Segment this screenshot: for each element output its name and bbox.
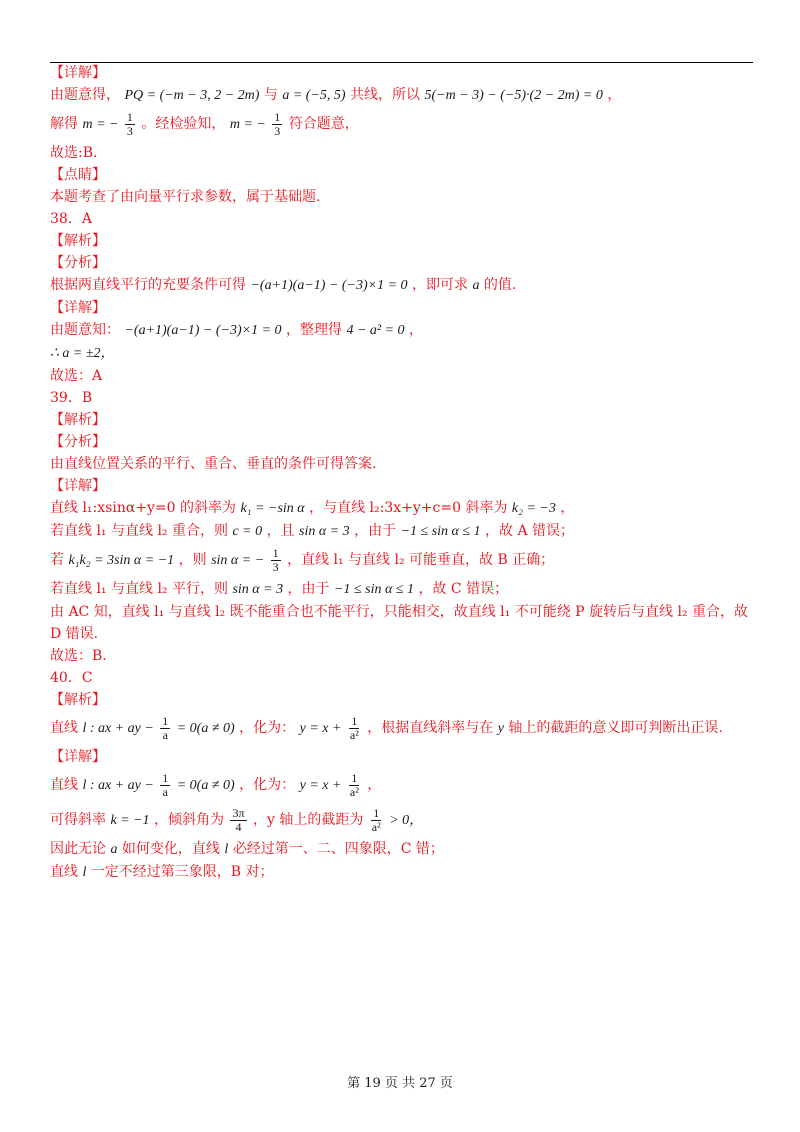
fraction bbox=[370, 807, 383, 834]
fraction-denominator: a bbox=[162, 727, 168, 742]
text-span: ，化为： bbox=[239, 720, 296, 736]
fraction-denominator: a² bbox=[349, 727, 359, 742]
text-span: 的值. bbox=[483, 277, 517, 293]
text-span: 一定不经过第三象限，B 对； bbox=[90, 864, 274, 880]
text-span: ，故 C 错误； bbox=[418, 581, 509, 597]
fraction-numerator: 1 bbox=[162, 713, 169, 728]
text-span: 直线 bbox=[50, 720, 78, 736]
question-answer: 40．C bbox=[50, 670, 93, 686]
fraction-numerator: 1 bbox=[126, 109, 133, 124]
math-variable: l bbox=[224, 842, 229, 857]
text-line bbox=[50, 497, 755, 520]
math-expression: c = 0 bbox=[232, 524, 263, 539]
math-vector: a = (−5, 5) bbox=[282, 88, 346, 103]
math-expression: −(a+1)(a−1) − (−3)×1 = 0 bbox=[250, 278, 408, 293]
text-line bbox=[50, 838, 755, 861]
math-variable: a bbox=[472, 278, 480, 293]
text-span: 直线 bbox=[50, 777, 78, 793]
math-expression: > 0， bbox=[389, 813, 424, 828]
math-expression: −1 ≤ sin α ≤ 1 bbox=[400, 524, 481, 539]
math-expression: k₁ = −sin α bbox=[240, 501, 305, 516]
text-span: ，由于 bbox=[287, 581, 330, 597]
section-heading: 【详解】 bbox=[50, 478, 106, 494]
math-expression: = 0(a ≠ 0) bbox=[176, 721, 235, 736]
text-span: ，倾斜角为 bbox=[154, 812, 225, 828]
fraction-numerator: 1 bbox=[274, 109, 281, 124]
text-line bbox=[50, 711, 755, 746]
text-line bbox=[50, 319, 755, 342]
text-span: ，直线 l₁ 与直线 l₂ 可能垂直，故 B 正确； bbox=[287, 552, 555, 568]
text-span: ，与直线 l₂:3x+y+c=0 斜率为 bbox=[309, 500, 508, 516]
text-line bbox=[50, 107, 755, 142]
text-line bbox=[50, 578, 755, 601]
math-variable: y bbox=[497, 721, 504, 736]
text-line bbox=[50, 274, 755, 297]
text-span: ，整理得 bbox=[286, 322, 343, 338]
math-expression: k₁k₂ = 3sin α = −1 bbox=[68, 553, 175, 568]
section-heading: 【解析】 bbox=[50, 233, 106, 249]
text-line: 故选：B. bbox=[50, 648, 107, 664]
math-expression: l : ax + ay − bbox=[82, 721, 154, 736]
math-expression: 5(−m − 3) − (−5)·(2 − 2m) = 0 bbox=[424, 88, 603, 103]
fraction bbox=[160, 715, 170, 742]
text-span: 直线 l₁:xsinα+y=0 的斜率为 bbox=[50, 500, 237, 516]
math-expression: sin α = 3 bbox=[299, 524, 350, 539]
text-span: ，则 bbox=[178, 552, 207, 568]
math-expression: k₂ = −3 bbox=[511, 501, 556, 516]
text-line: 由 AC 知，直线 l₁ 与直线 l₂ 既不能重合也不能平行，只能相交，故直线 l₁ 不可能绕 P 旋转后与直线 l₂ 重合，故 bbox=[50, 604, 749, 620]
text-span: ， bbox=[607, 87, 622, 103]
text-span: 若 bbox=[50, 552, 64, 568]
text-span: 根据两直线平行的充要条件可得 bbox=[50, 277, 246, 293]
text-span: 符合题意， bbox=[288, 116, 359, 132]
question-answer: 39．B bbox=[50, 390, 93, 406]
text-span: 如何变化，直线 bbox=[121, 841, 220, 857]
math-expression: −1 ≤ sin α ≤ 1 bbox=[333, 582, 414, 597]
question-answer: 38．A bbox=[50, 211, 92, 227]
fraction bbox=[160, 772, 170, 799]
text-span: ，即可求 bbox=[412, 277, 469, 293]
text-span: 若直线 l₁ 与直线 l₂ 平行，则 bbox=[50, 581, 228, 597]
math-expression: ∴ a = ±2， bbox=[50, 346, 115, 361]
text-span: ， bbox=[560, 500, 575, 516]
math-variable: a bbox=[110, 842, 118, 857]
section-heading: 【分析】 bbox=[50, 255, 106, 271]
text-span: ，化为： bbox=[239, 777, 296, 793]
math-expression: sin α = − bbox=[211, 553, 265, 568]
fraction-denominator: 4 bbox=[235, 819, 242, 834]
fraction-numerator: 1 bbox=[351, 713, 358, 728]
math-expression: y = x + bbox=[299, 721, 342, 736]
text-line bbox=[50, 543, 755, 578]
text-line: 本题考查了由向量平行求参数，属于基础题. bbox=[50, 189, 321, 205]
text-line bbox=[50, 768, 755, 803]
text-span: 必经过第一、二、四象限，C 错； bbox=[232, 841, 444, 857]
section-heading: 【分析】 bbox=[50, 434, 106, 450]
text-span: ，由于 bbox=[354, 523, 397, 539]
text-line: D 错误. bbox=[50, 626, 99, 642]
section-heading: 【解析】 bbox=[50, 692, 106, 708]
text-line: 故选：A bbox=[50, 368, 103, 384]
math-expression: = 0(a ≠ 0) bbox=[176, 778, 235, 793]
text-span: 与 bbox=[263, 87, 278, 103]
fraction bbox=[230, 807, 246, 834]
fraction-denominator: a² bbox=[371, 819, 381, 834]
math-expression: k = −1 bbox=[110, 813, 150, 828]
math-vector: PQ = (−m − 3, 2 − 2m) bbox=[124, 88, 260, 103]
fraction-numerator: 1 bbox=[373, 805, 380, 820]
math-variable: l bbox=[82, 865, 87, 880]
math-expression: 4 − a² = 0 bbox=[346, 323, 405, 338]
text-line: 故选:B. bbox=[50, 145, 98, 161]
text-span: ， bbox=[409, 322, 424, 338]
text-span: 因此无论 bbox=[50, 841, 106, 857]
math-expression: sin α = 3 bbox=[232, 582, 284, 597]
math-expression: m = − bbox=[229, 117, 266, 132]
fraction bbox=[125, 111, 135, 138]
fraction bbox=[348, 772, 361, 799]
text-span: ，且 bbox=[266, 523, 295, 539]
fraction-denominator: 3 bbox=[272, 559, 279, 574]
text-span: 。经检验知， bbox=[141, 116, 226, 132]
fraction-denominator: a bbox=[162, 784, 168, 799]
text-span: 若直线 l₁ 与直线 l₂ 重合，则 bbox=[50, 523, 228, 539]
text-span: 共线，所以 bbox=[350, 87, 421, 103]
fraction bbox=[272, 111, 282, 138]
text-line bbox=[50, 861, 755, 884]
math-expression: l : ax + ay − bbox=[82, 778, 154, 793]
text-span: 可得斜率 bbox=[50, 812, 106, 828]
section-heading: 【详解】 bbox=[50, 65, 106, 81]
math-expression: −(a+1)(a−1) − (−3)×1 = 0 bbox=[124, 323, 282, 338]
text-span: 由题意得， bbox=[50, 87, 120, 103]
math-expression: y = x + bbox=[299, 778, 342, 793]
text-line bbox=[50, 342, 755, 365]
section-heading: 【详解】 bbox=[50, 300, 106, 316]
page-content bbox=[50, 62, 755, 884]
text-span: ， bbox=[367, 777, 382, 793]
text-span: ，根据直线斜率与在 bbox=[367, 720, 494, 736]
text-line bbox=[50, 520, 755, 543]
text-span: ，y 轴上的截距为 bbox=[252, 812, 364, 828]
section-heading: 【详解】 bbox=[50, 749, 106, 765]
section-heading: 【点睛】 bbox=[50, 167, 106, 183]
fraction-numerator: 1 bbox=[272, 545, 279, 560]
fraction-numerator: 1 bbox=[351, 770, 358, 785]
text-line: 由直线位置关系的平行、重合、垂直的条件可得答案. bbox=[50, 456, 377, 472]
fraction bbox=[348, 715, 361, 742]
fraction-denominator: 3 bbox=[126, 123, 133, 138]
text-line bbox=[50, 803, 755, 838]
fraction-numerator: 3π bbox=[232, 805, 245, 820]
page-footer: 第 19 页 共 27 页 bbox=[347, 1076, 453, 1091]
fraction-denominator: a² bbox=[349, 784, 359, 799]
text-span: ，故 A 错误； bbox=[485, 523, 575, 539]
fraction-denominator: 3 bbox=[274, 123, 281, 138]
text-span: 由题意知： bbox=[50, 322, 120, 338]
fraction-numerator: 1 bbox=[162, 770, 169, 785]
text-span: 轴上的截距的意义即可判断出正误. bbox=[508, 720, 723, 736]
text-line bbox=[50, 84, 755, 107]
fraction bbox=[271, 547, 281, 574]
text-span: 直线 bbox=[50, 864, 78, 880]
section-heading: 【解析】 bbox=[50, 412, 106, 428]
text-span: 解得 bbox=[50, 116, 78, 132]
math-expression: m = − bbox=[82, 117, 119, 132]
